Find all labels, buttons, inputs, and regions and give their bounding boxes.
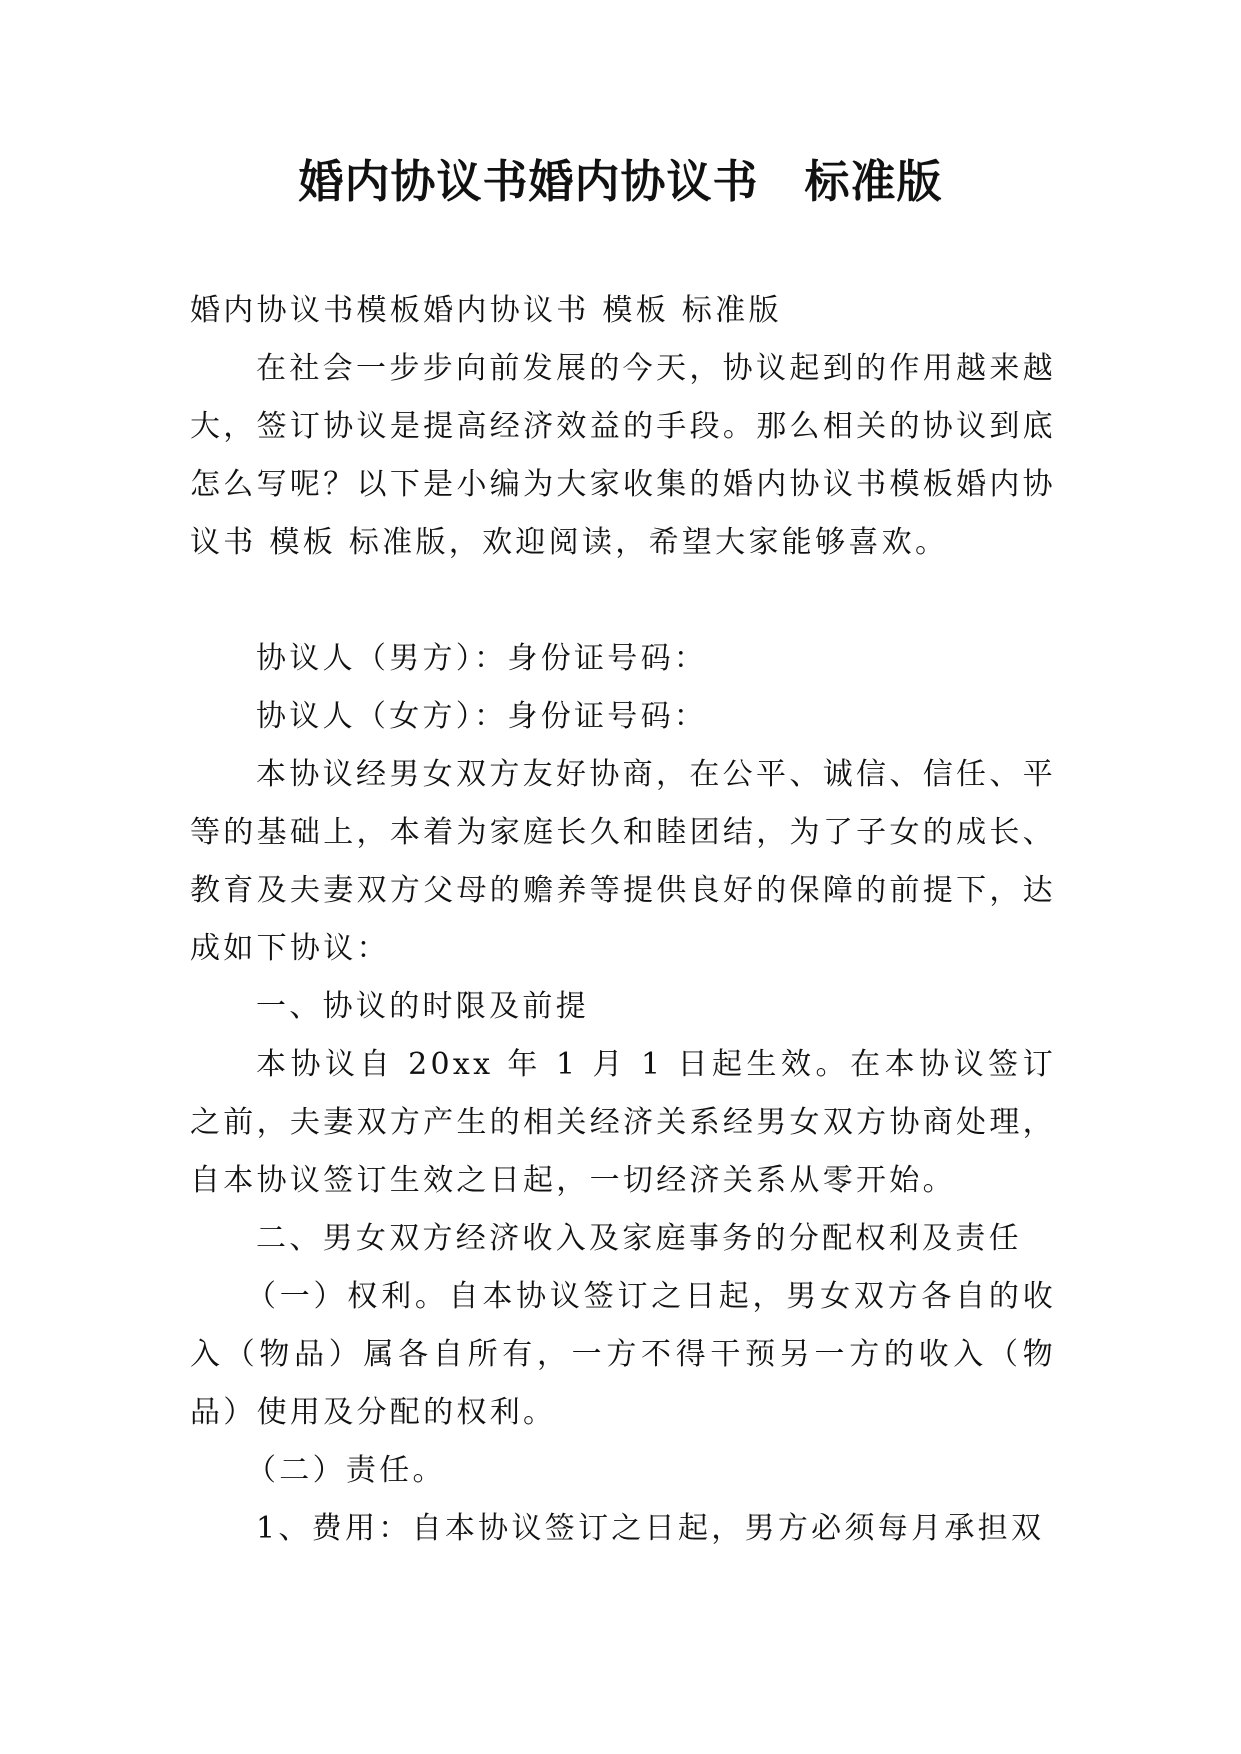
- section-1-body: 本协议自 20xx 年 1 月 1 日起生效。在本协议签订之前，夫妻双方产生的相关经济关系经男女双方协商处理，自本协议签订生效之日起，一切经济关系从零开始。: [190, 1047, 1056, 1198]
- section-1-heading: 一、协议的时限及前提: [256, 989, 589, 1024]
- document-title: 婚内协议书婚内协议书 标准版: [298, 155, 943, 208]
- section-2-heading: 二、男女双方经济收入及家庭事务的分配权利及责任: [256, 1221, 1022, 1256]
- rights-paragraph: （一）权利。自本协议签订之日起，男女双方各自的收入（物品）属各自所有，一方不得干预另一方的收入（物品）使用及分配的权利。: [190, 1279, 1056, 1430]
- party-male-line: 协议人（男方）：身份证号码：: [256, 641, 708, 676]
- document-body: [190, 282, 1056, 1558]
- expenses-paragraph: 1、费用：自本协议签订之日起，男方必须每月承担双: [256, 1511, 1045, 1546]
- document-subtitle: 婚内协议书模板婚内协议书 模板 标准版: [190, 293, 782, 328]
- duties-heading: （二）责任。: [246, 1453, 446, 1488]
- paragraph-spacer: [190, 572, 1056, 630]
- party-female-line: 协议人（女方）：身份证号码：: [256, 699, 708, 734]
- preamble-paragraph: 本协议经男女双方友好协商，在公平、诚信、信任、平等的基础上，本着为家庭长久和睦团结，为了子女的成长、教育及夫妻双方父母的赡养等提供良好的保障的前提下，达成如下协议：: [190, 757, 1056, 966]
- intro-paragraph: 在社会一步步向前发展的今天，协议起到的作用越来越大，签订协议是提高经济效益的手段。那么相关的协议到底怎么写呢？以下是小编为大家收集的婚内协议书模板婚内协议书 模板 标准版，欢迎阅读，希望大家能够喜欢。: [190, 351, 1056, 560]
